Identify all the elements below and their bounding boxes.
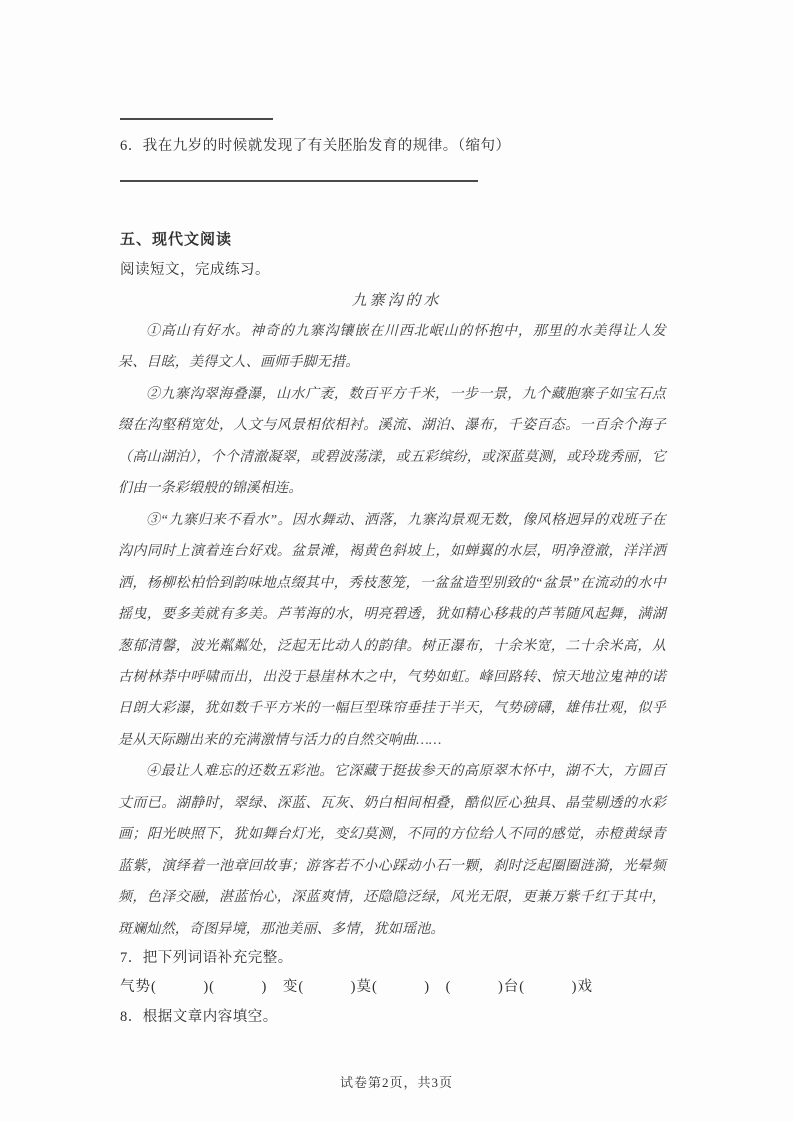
passage-title: 九寨沟的水 bbox=[351, 293, 442, 309]
passage-paragraph-4: ④最让人难忘的还数五彩池。它深藏于挺拔参天的高原翠木怀中，湖不大，方圆百丈而已。湖静时，翠绿、深蓝、瓦灰、奶白相间相叠，酷似匠心独具、晶莹剔透的水彩画；阳光映照下，犹如舞台灯光，变幻莫测，不同的方位给人不同的感觉，赤橙黄绿青蓝紫，演绎着一池章回故事；游客若不小心踩动小石一颗，刹时泛起圈圈涟漪，光晕频频，色泽交融，湛蓝怡心，深蓝爽情，还隐隐泛绿，风光无限，更兼万紫千红于其中，斑斓灿然，奇图异境，那池美丽、多情，犹如瑶池。 bbox=[118, 764, 666, 937]
question-7-fill-in-blanks: 气势( )( ) 变( )莫( ) ( )台( )戏 bbox=[120, 979, 593, 995]
passage-paragraph-2: ②九寨沟翠海叠瀑，山水广袤，数百平方千米，一步一景，九个藏胞寨子如宝石点缀在沟壑稍宽处，人文与风景相依相衬。溪流、湖泊、瀑布，千姿百态。一百余个海子（高山湖泊），个个清澈凝翠，或碧波荡漾，或五彩缤纷，或深蓝莫测，或玲珑秀丽，它们由一条彩缎般的锦溪相连。 bbox=[118, 386, 666, 497]
passage-paragraph-3: ③“九寨归来不看水”。因水舞动、洒落，九寨沟景观无数，像风格迥异的戏班子在沟内同时上演着连台好戏。盆景滩，褐黄色斜坡上，如蝉翼的水层，明净澄澈，洋洋洒洒，杨柳松柏恰到韵味地点缀其中，秀枝葱笼，一盆盆造型别致的“盆景”在流动的水中摇曳，要多美就有多美。芦苇海的水，明亮碧透，犹如精心移栽的芦苇随风起舞，满湖葱郁清馨，波光粼粼处，泛起无比动人的韵律。树正瀑布，十余米宽，二十余米高，从古树林莽中呼啸而出，出没于悬崖林木之中，气势如虹。峰回路转、惊天地泣鬼神的诺日朗大彩瀑，犹如数千平方米的一幅巨型珠帘垂挂于半天，气势磅礴，雄伟壮观，似乎是从天际蹦出来的充满激情与活力的自然交响曲…… bbox=[118, 512, 666, 748]
passage-body bbox=[118, 316, 666, 945]
page-footer: 试卷第2页，共3页 bbox=[339, 1075, 453, 1090]
answer-blank-line-long bbox=[120, 180, 478, 182]
passage-paragraph-1: ①高山有好水。神奇的九寨沟镶嵌在川西北岷山的怀抱中，那里的水美得让人发呆、目眩，美得文人、画师手脚无措。 bbox=[118, 324, 666, 371]
question-8-text: 8．根据文章内容填空。 bbox=[120, 1009, 278, 1025]
question-7-text: 7．把下列词语补充完整。 bbox=[120, 950, 293, 966]
reading-instruction: 阅读短文，完成练习。 bbox=[120, 262, 270, 278]
section-heading: 五、现代文阅读 bbox=[120, 231, 233, 248]
answer-blank-line-short bbox=[120, 118, 273, 120]
question-6-text: 6．我在九岁的时候就发现了有关胚胎发育的规律。（缩句） bbox=[120, 138, 511, 154]
